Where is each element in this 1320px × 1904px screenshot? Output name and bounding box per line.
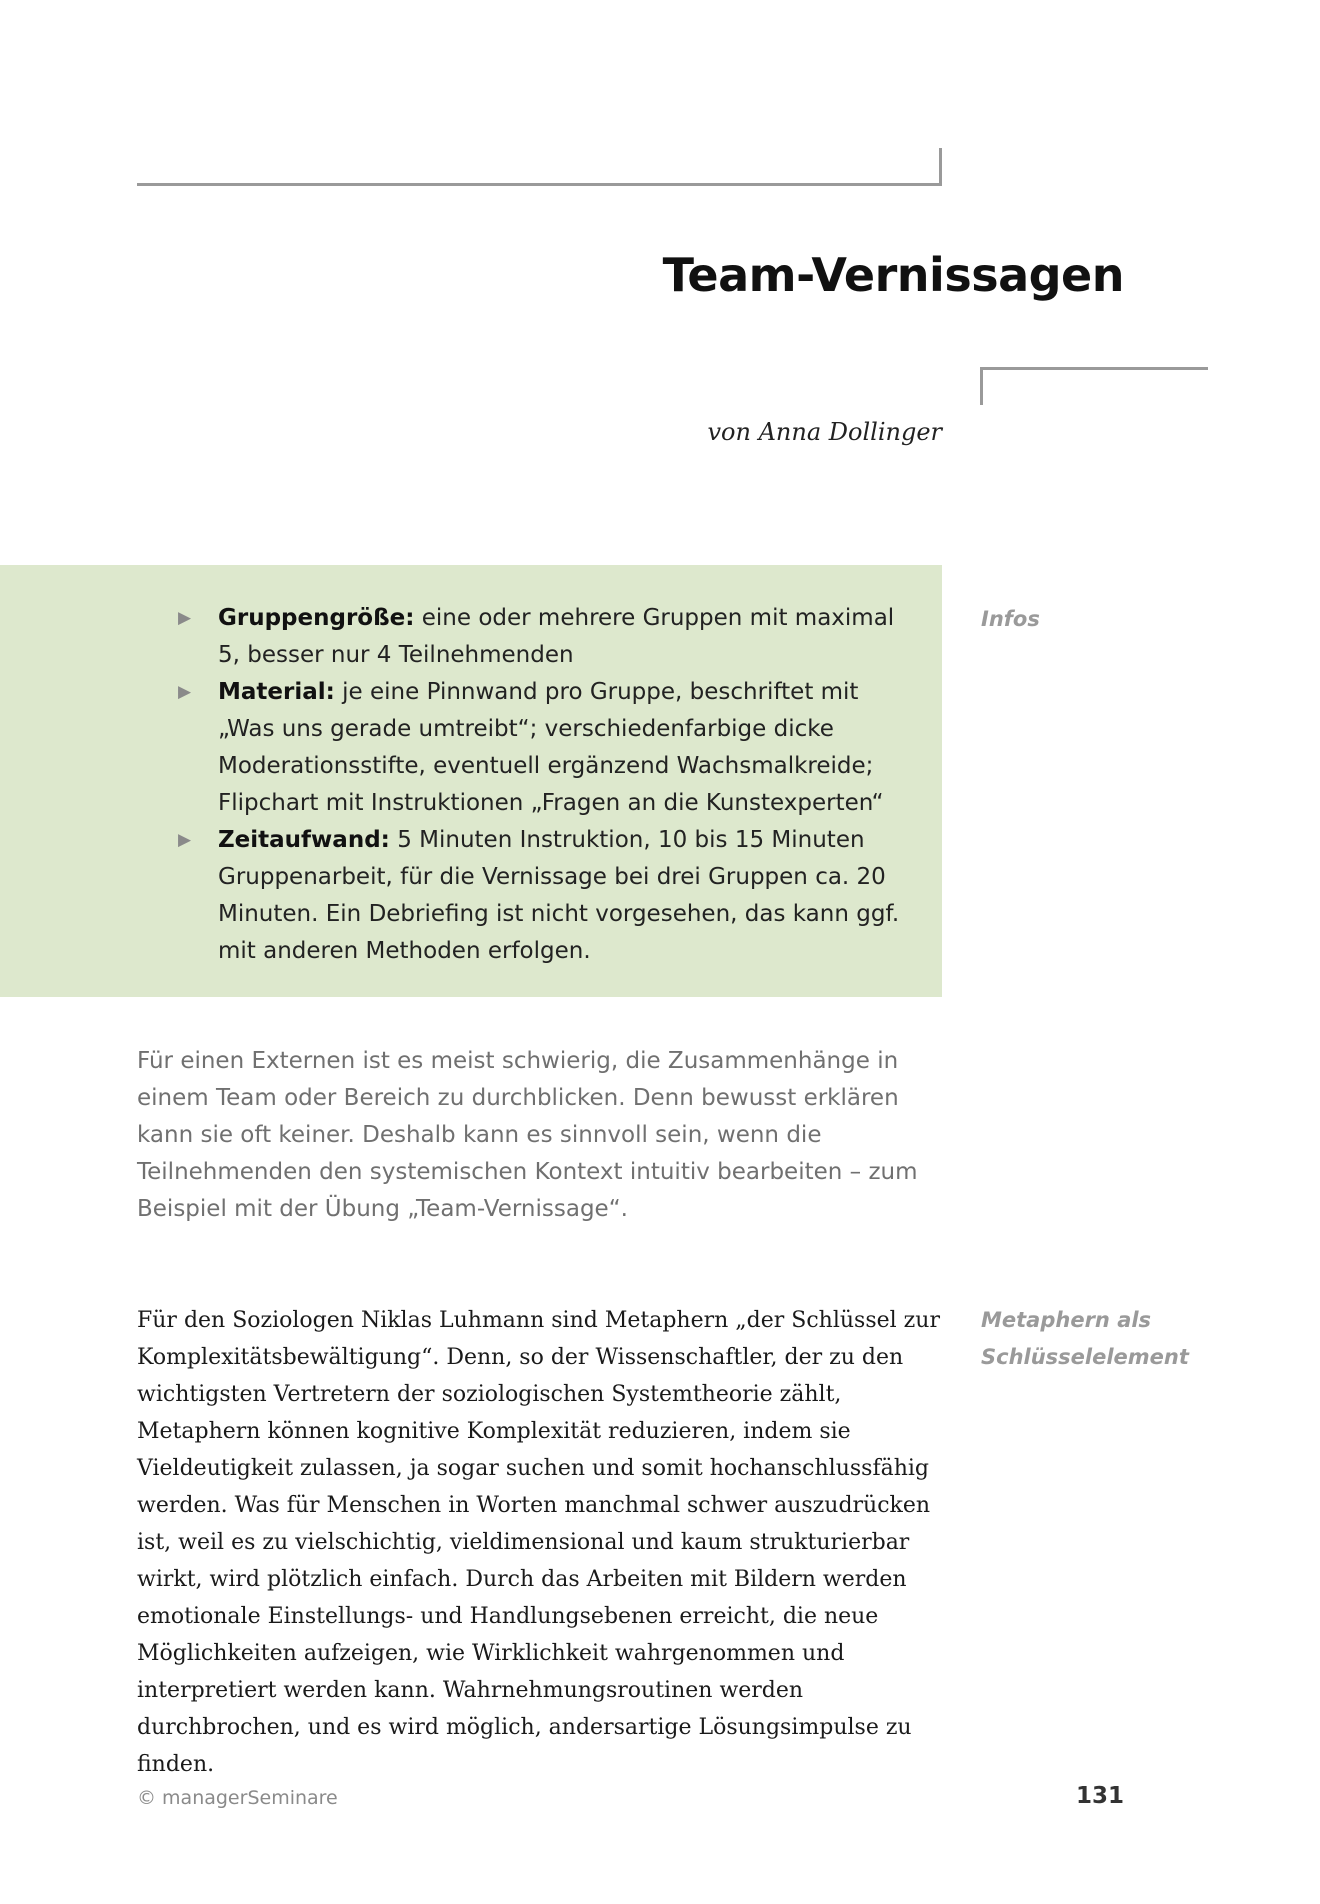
page-number: 131 [1075, 1783, 1124, 1809]
body-paragraph: Für den Soziologen Niklas Luhmann sind Metaphern „der Schlüssel zur Komplexitätsbewältigung“. Denn, so der Wissenschaftler, der zu den wichtigsten Vertretern der soziologischen Systemtheorie zählt, Metaphern können kognitive Komplexität reduzieren, indem sie Vieldeutigkeit zulassen, ja sogar suchen und somit hochanschlussfähig werden. Was für Menschen in Worten manchmal schwer auszudrücken ist, weil es zu vielschichtig, vieldimensional und kaum strukturierbar wirkt, wird plötzlich einfach. Durch das Arbeiten mit Bildern werden emotionale Einstellungs- und Handlungsebenen erreicht, die neue Möglichkeiten aufzeigen, wie Wirklichkeit wahrgenommen und interpretiert werden kann. Wahrnehmungsroutinen werden durchbrochen, und es wird möglich, andersartige Lösungsimpulse zu finden. [137, 1308, 940, 1777]
margin-note-metaphern [981, 1302, 1189, 1376]
info-item-material [178, 674, 918, 822]
side-rule-tick [980, 367, 983, 405]
triangle-right-icon: ▶ [178, 830, 192, 850]
intro-paragraph: Für einen Externen ist es meist schwierig, die Zusammenhänge in einem Team oder Bereich zu durchblicken. Denn bewusst erklären kann sie oft keiner. Deshalb kann es sinnvoll sein, wenn die Teilnehmenden den systemischen Kontext intuitiv bearbeiten – zum Beispiel mit der Übung „Team-Vernissage“. [137, 1048, 918, 1222]
info-term: Zeitaufwand: [218, 827, 390, 853]
triangle-right-icon: ▶ [178, 682, 192, 702]
page-title: Team-Vernissagen [662, 248, 1124, 302]
info-text: je eine Pinnwand pro Gruppe, beschriftet mit „Was uns gerade umtreibt“; verschiedenfarbige dicke Moderationsstifte, eventuell ergänzend Wachsmalkreide; Flipchart mit Instruktionen „Fragen an die Kunstexperten“ [218, 679, 884, 816]
margin-note-line: Schlüsselelement [981, 1345, 1189, 1369]
info-item-group-size [178, 600, 918, 674]
margin-note-line: Metaphern als [981, 1308, 1152, 1332]
top-rule-tick [939, 148, 942, 186]
info-text: eine oder mehrere Gruppen mit maximal 5, besser nur 4 Teilnehmenden [218, 605, 895, 668]
info-item-time [178, 822, 918, 970]
side-rule [980, 367, 1208, 370]
top-rule [137, 183, 942, 186]
info-list [178, 600, 918, 970]
info-text: 5 Minuten Instruktion, 10 bis 15 Minuten Gruppenarbeit, für die Vernissage bei drei Gruppen ca. 20 Minuten. Ein Debriefing ist nicht vorgesehen, das kann ggf. mit anderen Methoden erfolgen. [218, 827, 900, 964]
info-term: Gruppengröße: [218, 605, 415, 631]
author-byline: von Anna Dollinger [707, 418, 942, 446]
margin-note-infos: Infos [981, 607, 1040, 631]
triangle-right-icon: ▶ [178, 608, 192, 628]
info-term: Material: [218, 679, 335, 705]
footer-copyright: © managerSeminare [137, 1787, 338, 1809]
